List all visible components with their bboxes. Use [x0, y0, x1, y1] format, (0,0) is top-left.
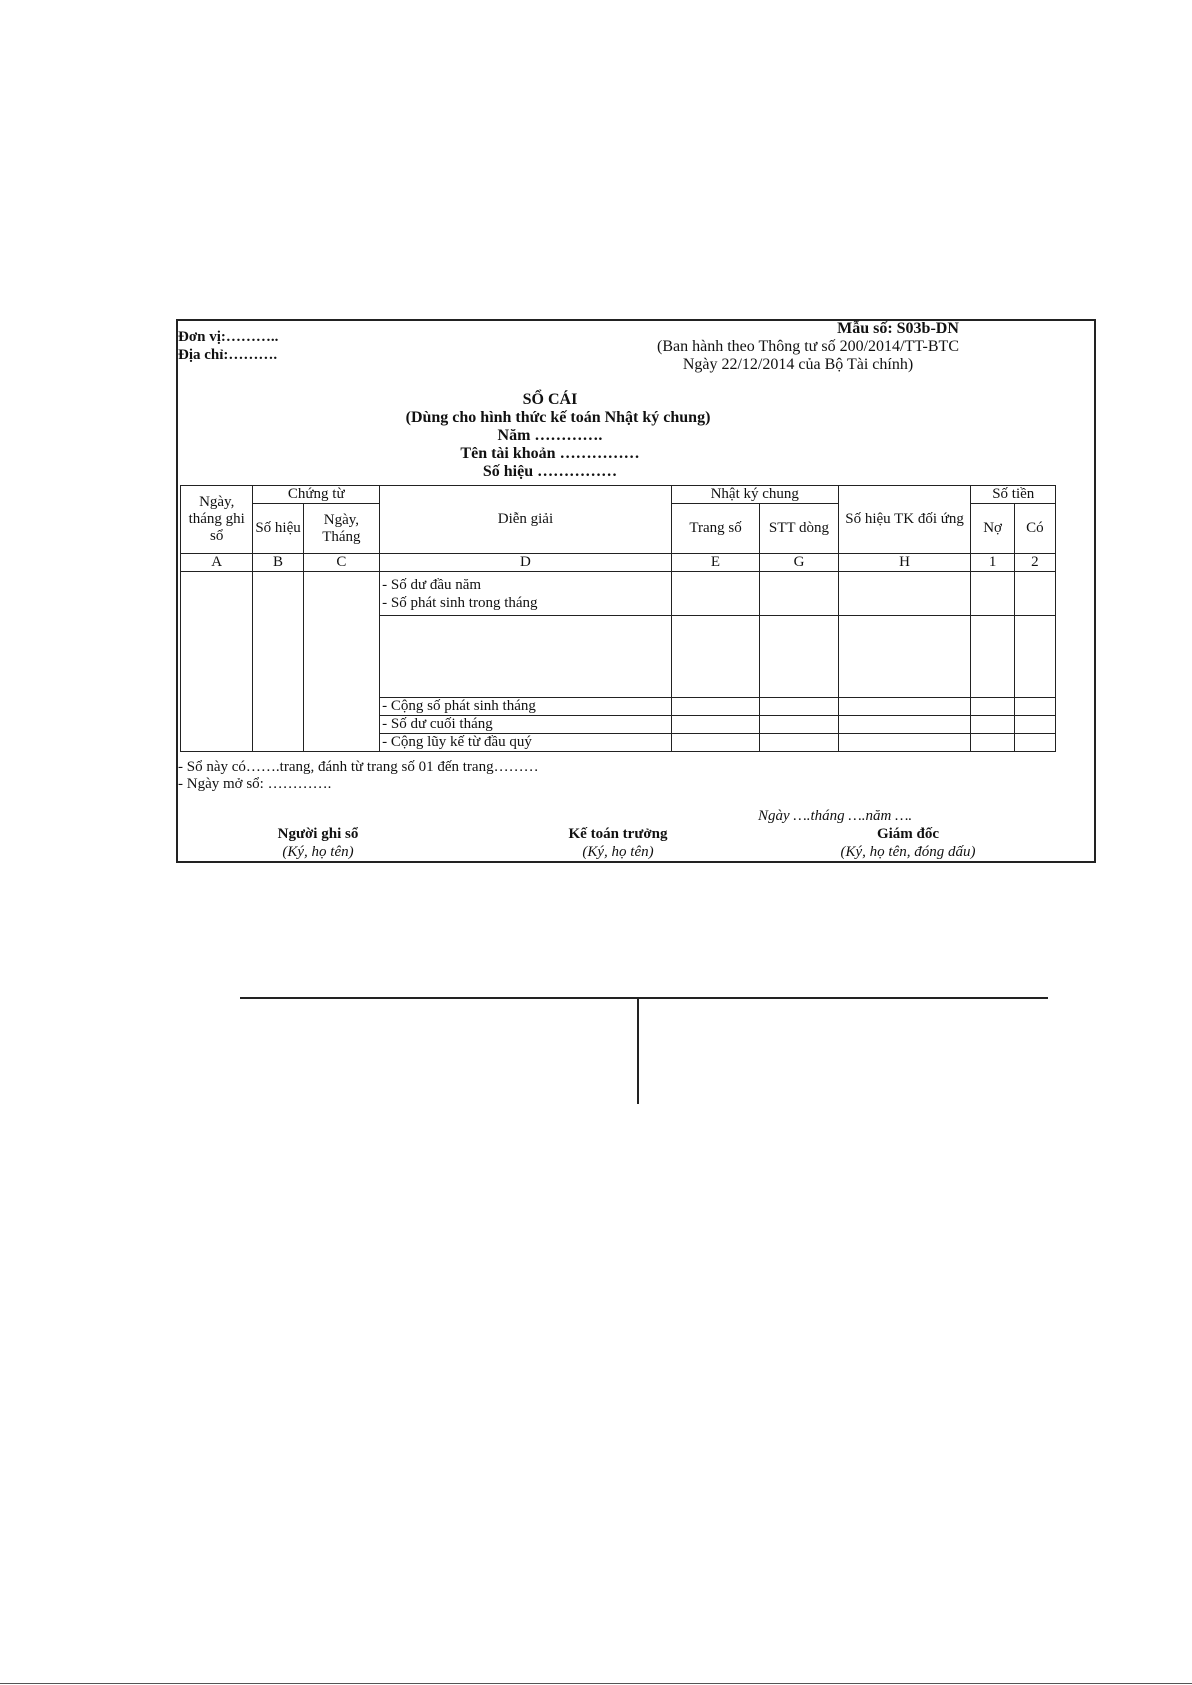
header-chung-tu: Chứng từ: [253, 486, 380, 504]
giam-doc: Giám đốc: [876, 826, 940, 842]
ke-toan-truong: Kế toán trưởng: [568, 826, 668, 842]
code-cell: 1: [971, 554, 1014, 572]
header-dien-giai: Diễn giải: [380, 486, 672, 554]
nam-field: Năm ………….: [497, 427, 603, 444]
ledger-table: [180, 485, 1056, 752]
mau-so: Mẫu số: S03b-DN: [837, 320, 959, 337]
code-cell: B: [253, 554, 303, 572]
t-account-vertical-line: [637, 997, 639, 1104]
cell-ngay-thang: [303, 572, 379, 752]
header-co: Có: [1014, 504, 1055, 554]
ledger-form: [176, 319, 1096, 863]
column-code-row: [181, 554, 1056, 572]
row-cong-luy-ke: - Cộng lũy kế từ đầu quý: [380, 734, 672, 752]
giam-doc-sub: (Ký, họ tên, đóng dấu): [840, 844, 976, 860]
code-cell: C: [303, 554, 379, 572]
ngay-mo-so: - Ngày mở sổ: ………….: [178, 776, 332, 792]
header-nhat-ky-chung: Nhật ký chung: [671, 486, 838, 504]
header-ngay-thang-ghi-so: Ngày, tháng ghi sổ: [181, 486, 253, 554]
cell-ngay: [181, 572, 253, 752]
nguoi-ghi-so-sub: (Ký, họ tên): [282, 844, 354, 860]
row-so-du-dau-nam: - Số dư đầu năm: [382, 576, 482, 593]
cell-so-hieu: [253, 572, 303, 752]
ke-toan-truong-sub: (Ký, họ tên): [582, 844, 654, 860]
form-title: SỔ CÁI: [522, 391, 578, 408]
don-vi: Đơn vị:………..: [178, 329, 279, 345]
so-hieu-field: Số hiệu ……………: [482, 463, 618, 480]
row-so-phat-sinh: - Số phát sinh trong tháng: [382, 594, 538, 611]
header-trang-so: Trang số: [671, 504, 760, 554]
code-cell: D: [380, 554, 672, 572]
row-cong-so-phat-sinh: - Cộng số phát sinh tháng: [380, 698, 672, 716]
t-account-horizontal-line: [240, 997, 1048, 999]
nguoi-ghi-so: Người ghi sổ: [277, 826, 359, 842]
ban-hanh: (Ban hành theo Thông tư số 200/2014/TT-BTC: [657, 338, 959, 355]
header-so-hieu-tk-doi-ung: Số hiệu TK đối ứng: [838, 486, 971, 554]
table-row: [181, 572, 1056, 616]
ngay-ban-hanh: Ngày 22/12/2014 của Bộ Tài chính): [682, 356, 914, 373]
header-no: Nợ: [971, 504, 1014, 554]
code-cell: H: [838, 554, 971, 572]
so-nay-co: - Sổ này có…….trang, đánh từ trang số 01 đến trang………: [178, 759, 539, 775]
header-ngay-thang: Ngày, Tháng: [303, 504, 379, 554]
ten-tai-khoan-field: Tên tài khoản ……………: [460, 445, 640, 462]
dia-chi: Địa chỉ:……….: [178, 347, 278, 363]
header-so-tien: Số tiền: [971, 486, 1056, 504]
form-subtitle: (Dùng cho hình thức kế toán Nhật ký chung): [405, 409, 711, 426]
code-cell: 2: [1014, 554, 1055, 572]
code-cell: G: [760, 554, 838, 572]
header-stt-dong: STT dòng: [760, 504, 838, 554]
code-cell: E: [671, 554, 760, 572]
ngay-thang-nam: Ngày ….tháng ….năm ….: [758, 808, 913, 824]
header-so-hieu: Số hiệu: [253, 504, 303, 554]
code-cell: A: [181, 554, 253, 572]
page-bottom-rule: [0, 1683, 1192, 1684]
row-so-du-cuoi-thang: - Số dư cuối tháng: [380, 716, 672, 734]
cell-dien-giai-opening: [380, 572, 672, 616]
